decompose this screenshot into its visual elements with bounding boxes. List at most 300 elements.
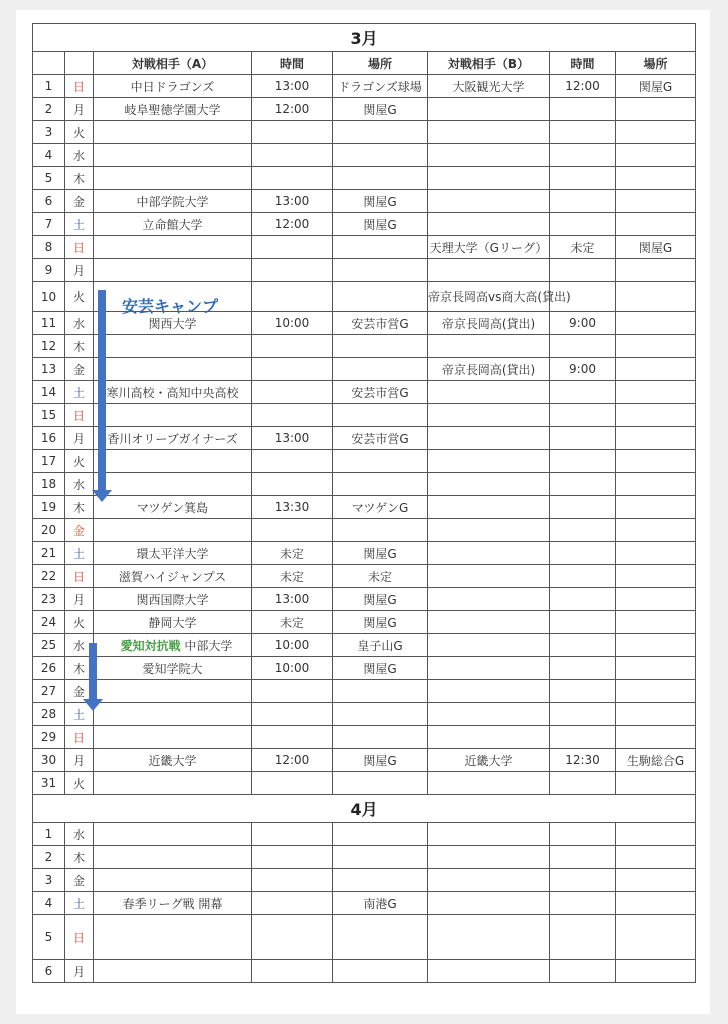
- opponent-a: 香川オリーブガイナーズ: [94, 427, 252, 450]
- day-number: 6: [33, 190, 65, 213]
- time-a: 12:00: [252, 213, 333, 236]
- opponent-a: 中日ドラゴンズ: [94, 75, 252, 98]
- place-a: ドラゴンズ球場: [333, 75, 428, 98]
- time-b: [550, 772, 616, 795]
- day-number: 17: [33, 450, 65, 473]
- opponent-b: [428, 144, 550, 167]
- time-a: 10:00: [252, 634, 333, 657]
- time-a: 10:00: [252, 657, 333, 680]
- time-a: 13:30: [252, 496, 333, 519]
- opponent-b: [428, 565, 550, 588]
- day-number: 23: [33, 588, 65, 611]
- opponent-b: [428, 772, 550, 795]
- opponent-b: 近畿大学: [428, 749, 550, 772]
- camp-label: 安芸キャンプ: [122, 297, 219, 316]
- opponent-a: 寒川高校・高知中央高校: [94, 381, 252, 404]
- time-b: 12:00: [550, 75, 616, 98]
- time-a: [252, 772, 333, 795]
- place-b: [616, 427, 696, 450]
- time-a: [252, 473, 333, 496]
- time-a: [252, 167, 333, 190]
- time-b: 12:30: [550, 749, 616, 772]
- opponent-a: [94, 404, 252, 427]
- place-b: [616, 634, 696, 657]
- weekday: 火: [65, 772, 94, 795]
- weekday: 月: [65, 960, 94, 983]
- day-number: 4: [33, 144, 65, 167]
- place-b: [616, 358, 696, 381]
- time-a: 未定: [252, 611, 333, 634]
- table-row: [33, 450, 696, 473]
- opponent-a: [94, 823, 252, 846]
- weekday: 月: [65, 749, 94, 772]
- place-a: [333, 726, 428, 749]
- time-b: [550, 335, 616, 358]
- column-header: 場所: [333, 52, 428, 75]
- place-b: [616, 869, 696, 892]
- month-title: 3月: [33, 24, 696, 52]
- time-a: [252, 381, 333, 404]
- day-number: 1: [33, 823, 65, 846]
- day-number: 9: [33, 259, 65, 282]
- opponent-a: 愛知学院大: [94, 657, 252, 680]
- place-b: [616, 496, 696, 519]
- table-row: [33, 749, 696, 772]
- column-header: 対戦相手（B）: [428, 52, 550, 75]
- opponent-b: [428, 190, 550, 213]
- time-b: [550, 190, 616, 213]
- table-row: [33, 381, 696, 404]
- opponent-a: [94, 519, 252, 542]
- opponent-b: [428, 680, 550, 703]
- opponent-b: [428, 869, 550, 892]
- opponent-a: [94, 869, 252, 892]
- place-a: [333, 450, 428, 473]
- table-row: [33, 565, 696, 588]
- place-a: [333, 144, 428, 167]
- weekday: 水: [65, 473, 94, 496]
- table-row: [33, 121, 696, 144]
- opponent-a: [94, 960, 252, 983]
- place-b: [616, 823, 696, 846]
- day-number: 11: [33, 312, 65, 335]
- opponent-a: [94, 144, 252, 167]
- time-a: [252, 726, 333, 749]
- place-a: [333, 259, 428, 282]
- aichi-label: 愛知対抗戦: [120, 638, 181, 653]
- place-a: [333, 846, 428, 869]
- place-a: 関屋G: [333, 749, 428, 772]
- table-row: [33, 772, 696, 795]
- time-a: [252, 519, 333, 542]
- place-b: [616, 282, 696, 312]
- place-a: マツゲンG: [333, 496, 428, 519]
- time-b: [550, 259, 616, 282]
- day-number: 22: [33, 565, 65, 588]
- time-b: [550, 144, 616, 167]
- opponent-b: [428, 167, 550, 190]
- opponent-b: 帝京長岡高(貸出): [428, 312, 550, 335]
- opponent-b: [428, 519, 550, 542]
- weekday: 金: [65, 869, 94, 892]
- day-number: 15: [33, 404, 65, 427]
- weekday: 土: [65, 703, 94, 726]
- column-header: 時間: [550, 52, 616, 75]
- table-row: [33, 358, 696, 381]
- header-weekday: [65, 52, 94, 75]
- day-number: 2: [33, 98, 65, 121]
- place-a: 関屋G: [333, 588, 428, 611]
- opponent-a: 近畿大学: [94, 749, 252, 772]
- place-a: [333, 282, 428, 312]
- time-a: 12:00: [252, 98, 333, 121]
- day-number: 24: [33, 611, 65, 634]
- opponent-a: [94, 473, 252, 496]
- time-b: [550, 915, 616, 960]
- opponent-a: 滋賀ハイジャンプス: [94, 565, 252, 588]
- place-b: [616, 404, 696, 427]
- day-number: 1: [33, 75, 65, 98]
- place-b: [616, 121, 696, 144]
- weekday: 金: [65, 190, 94, 213]
- time-b: [550, 611, 616, 634]
- time-a: 13:00: [252, 75, 333, 98]
- opponent-a: [94, 680, 252, 703]
- time-a: [252, 450, 333, 473]
- month-title: 4月: [33, 795, 696, 823]
- opponent-a: [94, 259, 252, 282]
- opponent-b: [428, 960, 550, 983]
- opponent-b: [428, 823, 550, 846]
- place-b: [616, 259, 696, 282]
- table-row: [33, 680, 696, 703]
- opponent-b: [428, 473, 550, 496]
- weekday: 土: [65, 381, 94, 404]
- time-b: [550, 565, 616, 588]
- opponent-a: 春季リーグ戦 開幕: [94, 892, 252, 915]
- time-a: [252, 846, 333, 869]
- place-a: 安芸市営G: [333, 312, 428, 335]
- weekday: 金: [65, 519, 94, 542]
- table-row: [33, 588, 696, 611]
- time-b: [550, 121, 616, 144]
- weekday: 木: [65, 496, 94, 519]
- column-header: 対戦相手（A）: [94, 52, 252, 75]
- place-b: [616, 588, 696, 611]
- opponent-b: [428, 657, 550, 680]
- place-b: [616, 772, 696, 795]
- day-number: 30: [33, 749, 65, 772]
- opponent-b: [428, 259, 550, 282]
- weekday: 木: [65, 335, 94, 358]
- day-number: 20: [33, 519, 65, 542]
- time-b: [550, 726, 616, 749]
- weekday: 日: [65, 75, 94, 98]
- time-a: 13:00: [252, 190, 333, 213]
- opponent-b: 天理大学（Gリーグ）: [428, 236, 550, 259]
- time-b: [550, 634, 616, 657]
- place-a: [333, 519, 428, 542]
- opponent-a-text: 中部大学: [180, 638, 233, 653]
- time-a: [252, 121, 333, 144]
- place-b: [616, 960, 696, 983]
- camp-arrow-head: [92, 490, 112, 502]
- weekday: 木: [65, 657, 94, 680]
- opponent-a: 岐阜聖徳学園大学: [94, 98, 252, 121]
- time-a: [252, 869, 333, 892]
- place-a: [333, 869, 428, 892]
- time-b: 9:00: [550, 358, 616, 381]
- weekday: 日: [65, 726, 94, 749]
- time-b: [550, 450, 616, 473]
- opponent-a: 関西大学: [94, 312, 252, 335]
- place-a: [333, 121, 428, 144]
- time-b: [550, 427, 616, 450]
- table-row: [33, 404, 696, 427]
- time-a: 未定: [252, 565, 333, 588]
- day-number: 3: [33, 121, 65, 144]
- opponent-a: [94, 726, 252, 749]
- time-a: [252, 960, 333, 983]
- weekday: 火: [65, 450, 94, 473]
- time-b: [550, 892, 616, 915]
- place-a: 未定: [333, 565, 428, 588]
- time-b: [550, 960, 616, 983]
- time-b: [550, 823, 616, 846]
- weekday: 水: [65, 823, 94, 846]
- day-number: 27: [33, 680, 65, 703]
- weekday: 木: [65, 167, 94, 190]
- day-number: 2: [33, 846, 65, 869]
- day-number: 16: [33, 427, 65, 450]
- opponent-b: [428, 611, 550, 634]
- table-row: [33, 473, 696, 496]
- place-b: [616, 450, 696, 473]
- place-a: 安芸市営G: [333, 427, 428, 450]
- weekday: 水: [65, 312, 94, 335]
- time-a: [252, 144, 333, 167]
- time-b: [550, 473, 616, 496]
- opponent-b: [428, 381, 550, 404]
- weekday: 土: [65, 542, 94, 565]
- opponent-a: [94, 236, 252, 259]
- place-b: [616, 473, 696, 496]
- table-row: [33, 726, 696, 749]
- place-a: 関屋G: [333, 213, 428, 236]
- place-a: 関屋G: [333, 657, 428, 680]
- aichi-arrow-head: [83, 699, 103, 711]
- opponent-b: [428, 726, 550, 749]
- schedule-page: [16, 10, 710, 1014]
- place-b: [616, 611, 696, 634]
- place-b: [616, 657, 696, 680]
- opponent-a: [94, 915, 252, 960]
- weekday: 金: [65, 358, 94, 381]
- place-b: [616, 680, 696, 703]
- day-number: 28: [33, 703, 65, 726]
- opponent-b: [428, 121, 550, 144]
- place-a: [333, 473, 428, 496]
- time-a: [252, 915, 333, 960]
- day-number: 26: [33, 657, 65, 680]
- weekday: 金: [65, 680, 94, 703]
- time-b: 未定: [550, 236, 616, 259]
- place-b: [616, 213, 696, 236]
- table-row: [33, 960, 696, 983]
- place-a: 南港G: [333, 892, 428, 915]
- time-b: [550, 98, 616, 121]
- weekday: 日: [65, 404, 94, 427]
- weekday: 月: [65, 98, 94, 121]
- place-a: 関屋G: [333, 542, 428, 565]
- table-row: [33, 823, 696, 846]
- time-b: [550, 167, 616, 190]
- opponent-b: [428, 892, 550, 915]
- place-b: [616, 167, 696, 190]
- table-row: [33, 236, 696, 259]
- schedule-body: [33, 24, 696, 983]
- time-a: [252, 358, 333, 381]
- table-row: [33, 611, 696, 634]
- place-a: 安芸市営G: [333, 381, 428, 404]
- time-a: 未定: [252, 542, 333, 565]
- opponent-b: 帝京長岡高vs商大高(貸出): [428, 282, 550, 312]
- table-row: [33, 634, 696, 657]
- camp-arrow: [98, 290, 106, 490]
- place-a: [333, 404, 428, 427]
- place-b: 関屋G: [616, 236, 696, 259]
- opponent-a: [94, 772, 252, 795]
- opponent-a: [94, 167, 252, 190]
- weekday: 火: [65, 611, 94, 634]
- column-header-row: [33, 52, 696, 75]
- place-b: [616, 542, 696, 565]
- time-a: [252, 404, 333, 427]
- table-row: [33, 846, 696, 869]
- place-a: [333, 703, 428, 726]
- column-header: 場所: [616, 52, 696, 75]
- opponent-b: [428, 496, 550, 519]
- opponent-b: [428, 703, 550, 726]
- place-b: [616, 703, 696, 726]
- table-row: [33, 335, 696, 358]
- opponent-b: [428, 588, 550, 611]
- opponent-a: [94, 634, 252, 657]
- opponent-b: [428, 213, 550, 236]
- opponent-a: 立命館大学: [94, 213, 252, 236]
- table-row: [33, 869, 696, 892]
- month-header-row: [33, 795, 696, 823]
- day-number: 7: [33, 213, 65, 236]
- opponent-b: [428, 634, 550, 657]
- table-row: [33, 496, 696, 519]
- place-a: [333, 167, 428, 190]
- schedule-table: [32, 23, 696, 983]
- opponent-a: [94, 846, 252, 869]
- time-a: [252, 282, 333, 312]
- day-number: 19: [33, 496, 65, 519]
- time-a: 12:00: [252, 749, 333, 772]
- day-number: 6: [33, 960, 65, 983]
- place-b: [616, 381, 696, 404]
- day-number: 5: [33, 915, 65, 960]
- opponent-b: [428, 98, 550, 121]
- place-a: [333, 823, 428, 846]
- time-a: [252, 703, 333, 726]
- time-b: [550, 519, 616, 542]
- opponent-a: 関西国際大学: [94, 588, 252, 611]
- place-b: [616, 726, 696, 749]
- weekday: 日: [65, 565, 94, 588]
- weekday: 月: [65, 588, 94, 611]
- table-row: [33, 703, 696, 726]
- place-b: [616, 915, 696, 960]
- weekday: 火: [65, 282, 94, 312]
- month-header-row: [33, 24, 696, 52]
- place-a: 関屋G: [333, 190, 428, 213]
- day-number: 10: [33, 282, 65, 312]
- place-a: [333, 358, 428, 381]
- place-a: 皇子山G: [333, 634, 428, 657]
- weekday: 日: [65, 915, 94, 960]
- place-a: [333, 335, 428, 358]
- place-b: [616, 144, 696, 167]
- time-b: [550, 542, 616, 565]
- time-b: [550, 588, 616, 611]
- opponent-a: マツゲン箕島: [94, 496, 252, 519]
- place-b: [616, 312, 696, 335]
- weekday: 月: [65, 259, 94, 282]
- table-row: [33, 213, 696, 236]
- time-a: [252, 236, 333, 259]
- opponent-b: [428, 846, 550, 869]
- table-row: [33, 519, 696, 542]
- weekday: 日: [65, 236, 94, 259]
- opponent-a: [94, 450, 252, 473]
- opponent-b: [428, 427, 550, 450]
- day-number: 29: [33, 726, 65, 749]
- day-number: 5: [33, 167, 65, 190]
- time-a: 13:00: [252, 427, 333, 450]
- opponent-b: 帝京長岡高(貸出): [428, 358, 550, 381]
- time-b: [550, 680, 616, 703]
- weekday: 水: [65, 144, 94, 167]
- day-number: 8: [33, 236, 65, 259]
- place-b: [616, 565, 696, 588]
- header-day: [33, 52, 65, 75]
- place-b: 関屋G: [616, 75, 696, 98]
- opponent-a: [94, 335, 252, 358]
- day-number: 4: [33, 892, 65, 915]
- time-b: 9:00: [550, 312, 616, 335]
- place-b: [616, 846, 696, 869]
- weekday: 水: [65, 634, 94, 657]
- table-row: [33, 915, 696, 960]
- day-number: 25: [33, 634, 65, 657]
- place-b: [616, 892, 696, 915]
- column-header: 時間: [252, 52, 333, 75]
- place-a: [333, 960, 428, 983]
- time-b: [550, 404, 616, 427]
- time-a: 10:00: [252, 312, 333, 335]
- opponent-a: [94, 703, 252, 726]
- place-b: [616, 190, 696, 213]
- place-a: [333, 915, 428, 960]
- day-number: 21: [33, 542, 65, 565]
- weekday: 木: [65, 846, 94, 869]
- time-b: [550, 213, 616, 236]
- time-a: 13:00: [252, 588, 333, 611]
